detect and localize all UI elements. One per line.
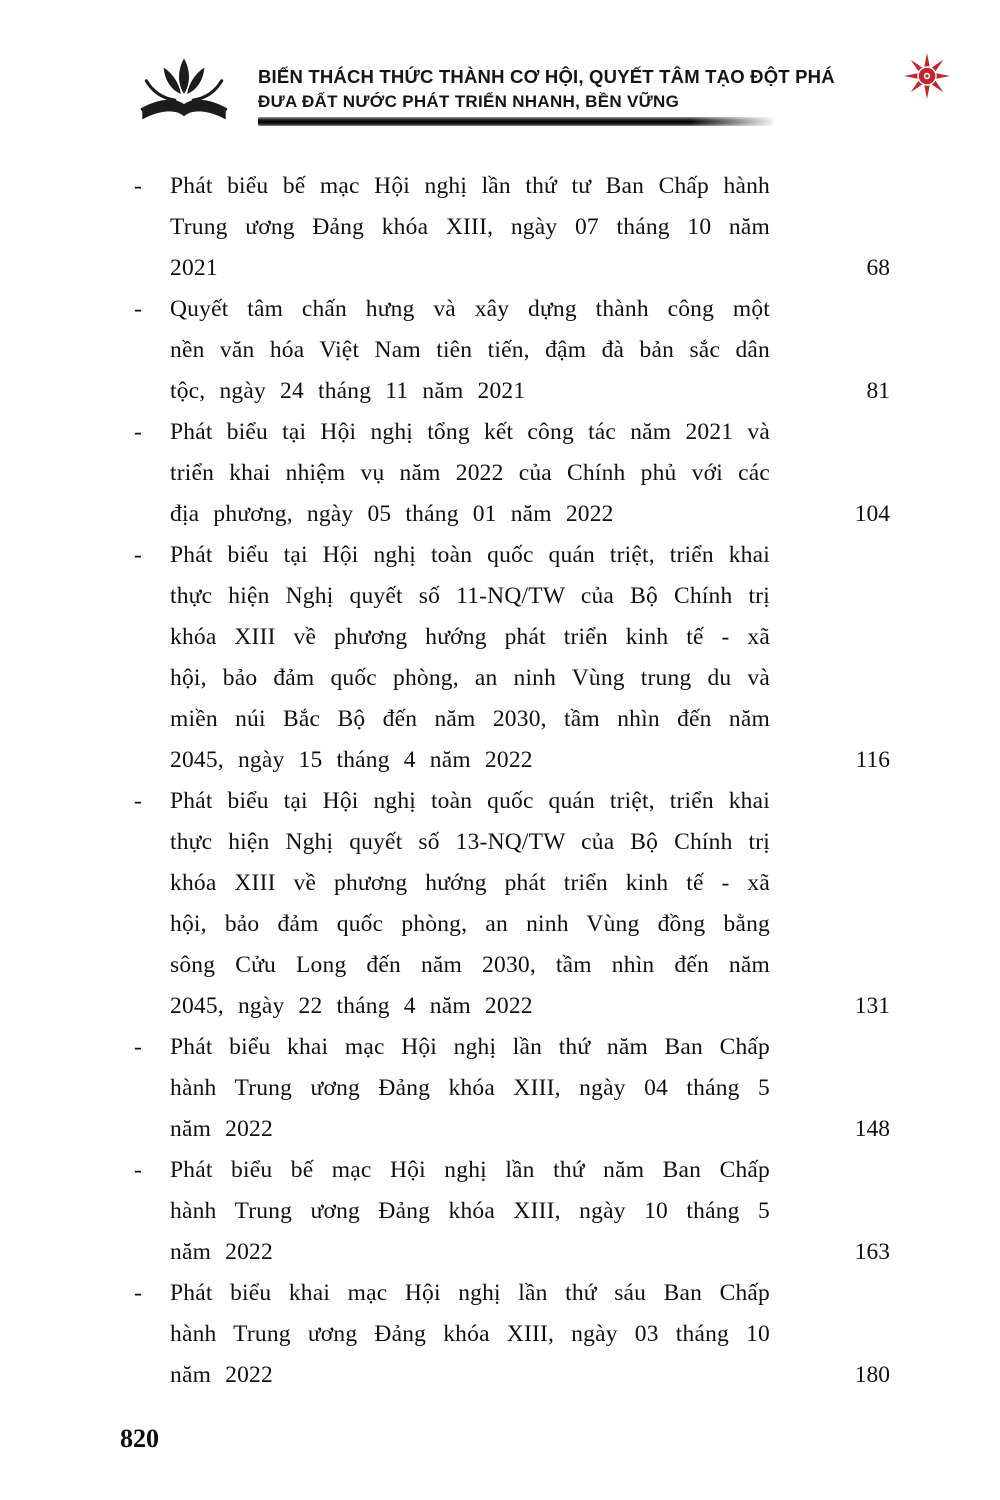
toc-entry xyxy=(120,1150,890,1273)
toc-entry-title: Phát biểu tại Hội nghị toàn quốc quán triệt, triển khai thực hiện Nghị quyết số 11-NQ/TW của Bộ Chính trị khóa XIII về phương hướng phát triển kinh tế - xã hội, bảo đảm quốc phòng, an ninh Vùng trung du và miền núi Bắc Bộ đến năm 2030, tầm nhìn đến năm 2045, ngày 15 tháng 4 năm 2022 xyxy=(170,542,770,773)
toc-entry-title: Phát biểu khai mạc Hội nghị lần thứ sáu Ban Chấp hành Trung ương Đảng khóa XIII, ngày 03 tháng 10 năm 2022 xyxy=(170,1280,770,1388)
toc-entry-title: Phát biểu khai mạc Hội nghị lần thứ năm Ban Chấp hành Trung ương Đảng khóa XIII, ngày 04 tháng 5 năm 2022 xyxy=(170,1034,770,1142)
toc-entry-page-number: 131 xyxy=(854,993,890,1019)
toc-entry-dash: - xyxy=(134,419,142,445)
toc-entry-page-number: 180 xyxy=(854,1362,890,1388)
toc-entry-page-number: 104 xyxy=(854,501,890,527)
toc-entry-dash: - xyxy=(134,788,142,814)
toc-entry-page-number: 81 xyxy=(866,378,890,404)
header-divider-bar xyxy=(258,117,773,126)
toc-entry xyxy=(120,289,890,412)
toc-entry-dash: - xyxy=(134,542,142,568)
toc-entry-page-number: 148 xyxy=(854,1116,890,1142)
toc-entry-title: Phát biểu bế mạc Hội nghị lần thứ tư Ban Chấp hành Trung ương Đảng khóa XIII, ngày 07 tháng 10 năm 2021 xyxy=(170,173,770,281)
header-title-line1: BIẾN THÁCH THỨC THÀNH CƠ HỘI, QUYẾT TÂM TẠO ĐỘT PHÁ xyxy=(258,66,835,87)
toc-entry xyxy=(120,781,890,1027)
header-title-block xyxy=(258,66,835,126)
table-of-contents xyxy=(120,166,890,1396)
toc-entry-title: Phát biểu bế mạc Hội nghị lần thứ năm Ban Chấp hành Trung ương Đảng khóa XIII, ngày 10 tháng 5 năm 2022 xyxy=(170,1157,770,1265)
toc-entry-title: Quyết tâm chấn hưng và xây dựng thành công một nền văn hóa Việt Nam tiên tiến, đậm đà bản sắc dân tộc, ngày 24 tháng 11 năm 2021 xyxy=(170,296,770,404)
header-title-line2: ĐƯA ĐẤT NƯỚC PHÁT TRIỂN NHANH, BỀN VỮNG xyxy=(258,92,680,111)
toc-entry-page-number: 163 xyxy=(854,1239,890,1265)
toc-entry-title: Phát biểu tại Hội nghị toàn quốc quán triệt, triển khai thực hiện Nghị quyết số 13-NQ/TW của Bộ Chính trị khóa XIII về phương hướng phát triển kinh tế - xã hội, bảo đảm quốc phòng, an ninh Vùng đồng bằng sông Cửu Long đến năm 2030, tầm nhìn đến năm 2045, ngày 22 tháng 4 năm 2022 xyxy=(170,788,770,1019)
toc-entry-dash: - xyxy=(134,1157,142,1183)
toc-entry xyxy=(120,1273,890,1396)
toc-entry-dash: - xyxy=(134,1280,142,1306)
lotus-book-logo-icon xyxy=(128,48,240,138)
toc-entry-dash: - xyxy=(134,1034,142,1060)
toc-entry xyxy=(120,412,890,535)
toc-entry xyxy=(120,535,890,781)
toc-entry-title: Phát biểu tại Hội nghị tổng kết công tác năm 2021 và triển khai nhiệm vụ năm 2022 của Chính phủ với các địa phương, ngày 05 tháng 01 năm 2022 xyxy=(170,419,770,527)
page-number: 820 xyxy=(120,1424,159,1453)
red-starburst-emblem-icon xyxy=(903,52,951,100)
toc-entry-dash: - xyxy=(134,296,142,322)
page-header xyxy=(0,0,1000,150)
toc-entry xyxy=(120,166,890,289)
toc-entry-page-number: 68 xyxy=(866,255,890,281)
toc-entry-page-number: 116 xyxy=(855,747,890,773)
toc-entry-dash: - xyxy=(134,173,142,199)
toc-entry xyxy=(120,1027,890,1150)
